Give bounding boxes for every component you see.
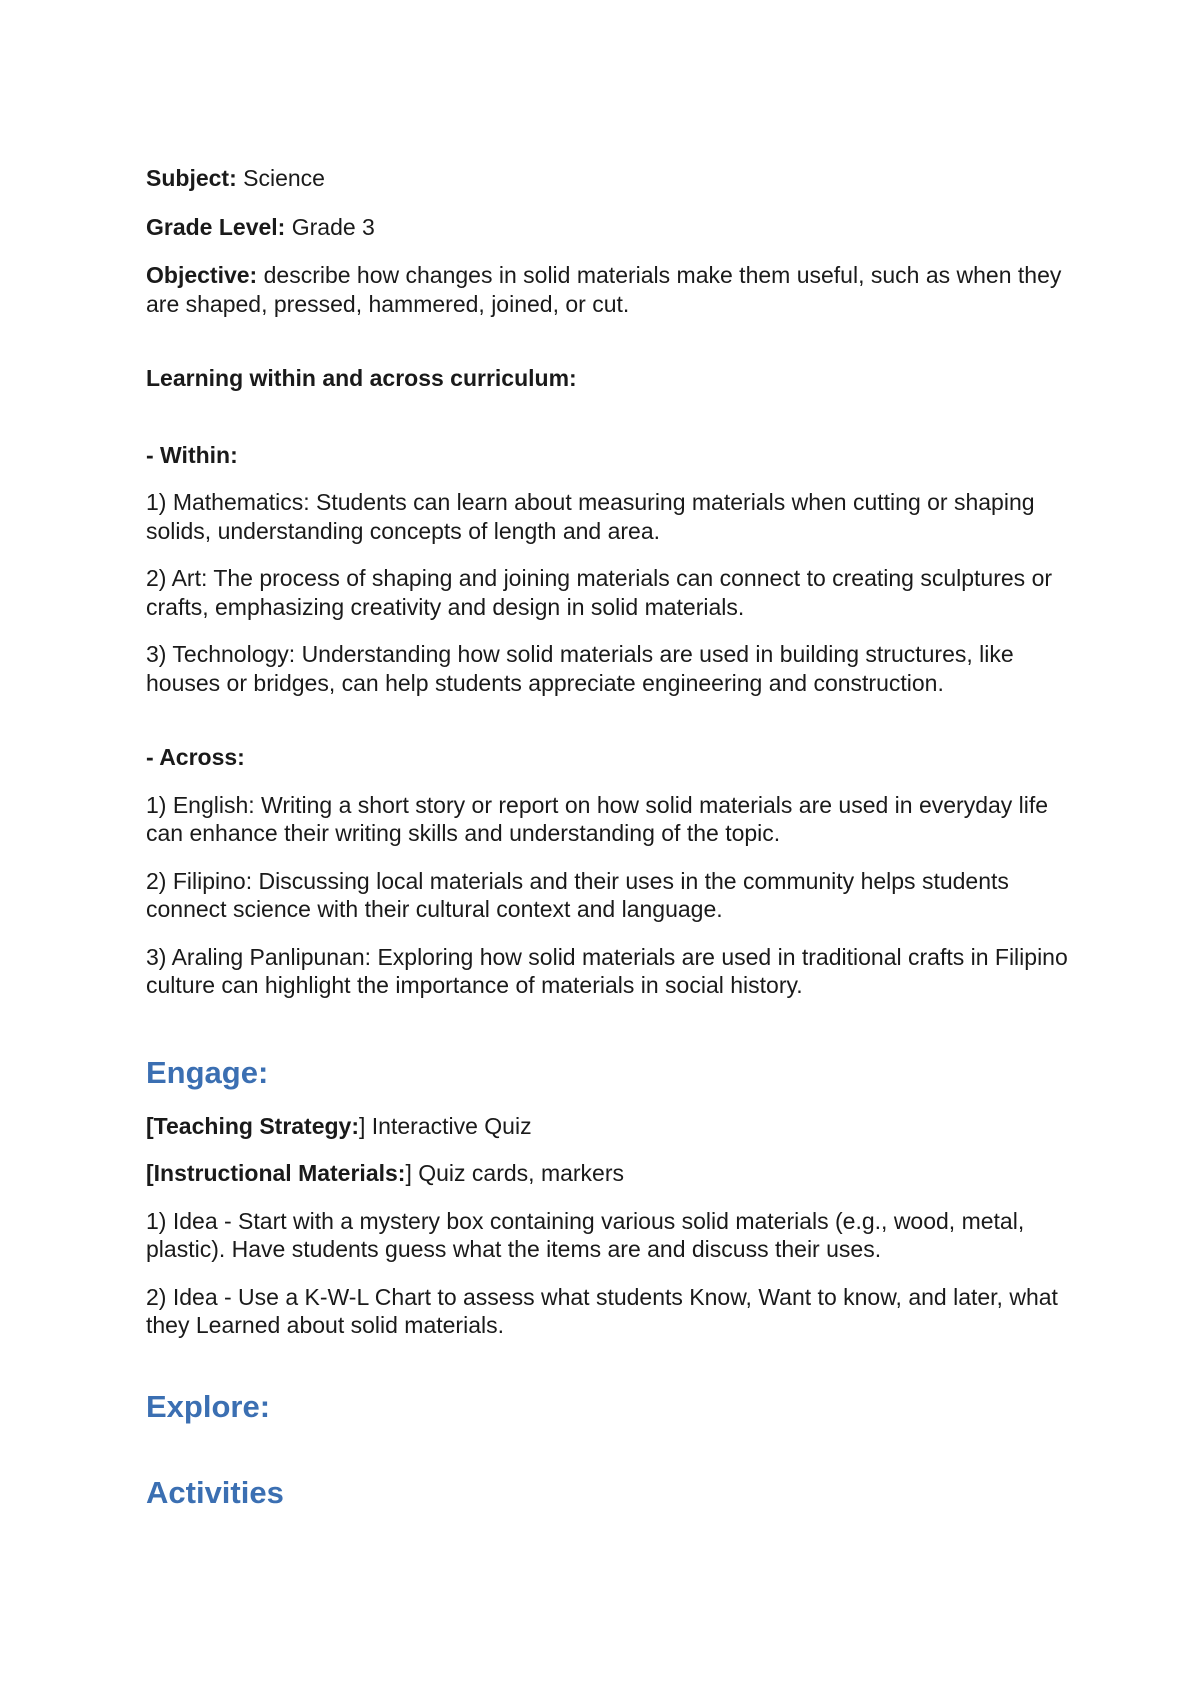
lesson-content [146, 164, 1076, 1512]
learning-heading: Learning within and across curriculum: [146, 365, 577, 391]
subject-line [146, 164, 1076, 193]
within-item: 3) Technology: Understanding how solid materials are used in building structures, like houses or bridges, can help students appreciate engineering and construction. [146, 641, 1014, 696]
across-item: 3) Araling Panlipunan: Exploring how solid materials are used in traditional crafts in Filipino culture can highlight the importance of materials in social history. [146, 943, 1068, 998]
materials-label: Instructional Materials: [153, 1160, 406, 1186]
grade-label: Grade Level: [146, 213, 286, 240]
objective-line [146, 261, 1076, 318]
objective-value: describe how changes in solid materials make them useful, such as when they are shaped, pressed, hammered, joined, or cut. [146, 262, 1062, 317]
within-item: 2) Art: The process of shaping and joining materials can connect to creating sculptures or crafts, emphasizing creativity and design in solid materials. [146, 565, 1053, 620]
subject-value: Science [236, 165, 325, 191]
across-item: 2) Filipino: Discussing local materials and their uses in the community helps students connect science with their cultural context and language. [146, 867, 1009, 922]
activities-heading: Activities [146, 1474, 284, 1510]
materials-value: ] Quiz cards, markers [405, 1160, 624, 1186]
across-item: 1) English: Writing a short story or report on how solid materials are used in everyday life can enhance their writing skills and understanding of the topic. [146, 791, 1049, 846]
strategy-open-bracket: [ [146, 1112, 154, 1139]
subject-label: Subject: [146, 165, 237, 191]
grade-value: Grade 3 [285, 213, 375, 240]
engage-heading: Engage: [146, 1054, 269, 1090]
within-item: 1) Mathematics: Students can learn about measuring materials when cutting or shaping solids, understanding concepts of length and area. [146, 489, 1035, 544]
objective-label: Objective: [146, 262, 258, 288]
grade-line [146, 213, 1076, 242]
engage-idea: 1) Idea - Start with a mystery box containing various solid materials (e.g., wood, metal, plastic). Have students guess what the items are and discuss their uses. [146, 1207, 1025, 1262]
strategy-value: ] Interactive Quiz [359, 1112, 532, 1139]
materials-open-bracket: [ [146, 1160, 154, 1186]
instructional-materials-line [146, 1159, 1076, 1188]
teaching-strategy-line [146, 1112, 1076, 1141]
across-label: - Across: [146, 744, 245, 770]
engage-idea: 2) Idea - Use a K-W-L Chart to assess what students Know, Want to know, and later, what they Learned about solid materials. [146, 1283, 1058, 1338]
strategy-label: Teaching Strategy: [153, 1112, 360, 1139]
explore-heading: Explore: [146, 1388, 271, 1424]
within-label: - Within: [146, 441, 238, 468]
